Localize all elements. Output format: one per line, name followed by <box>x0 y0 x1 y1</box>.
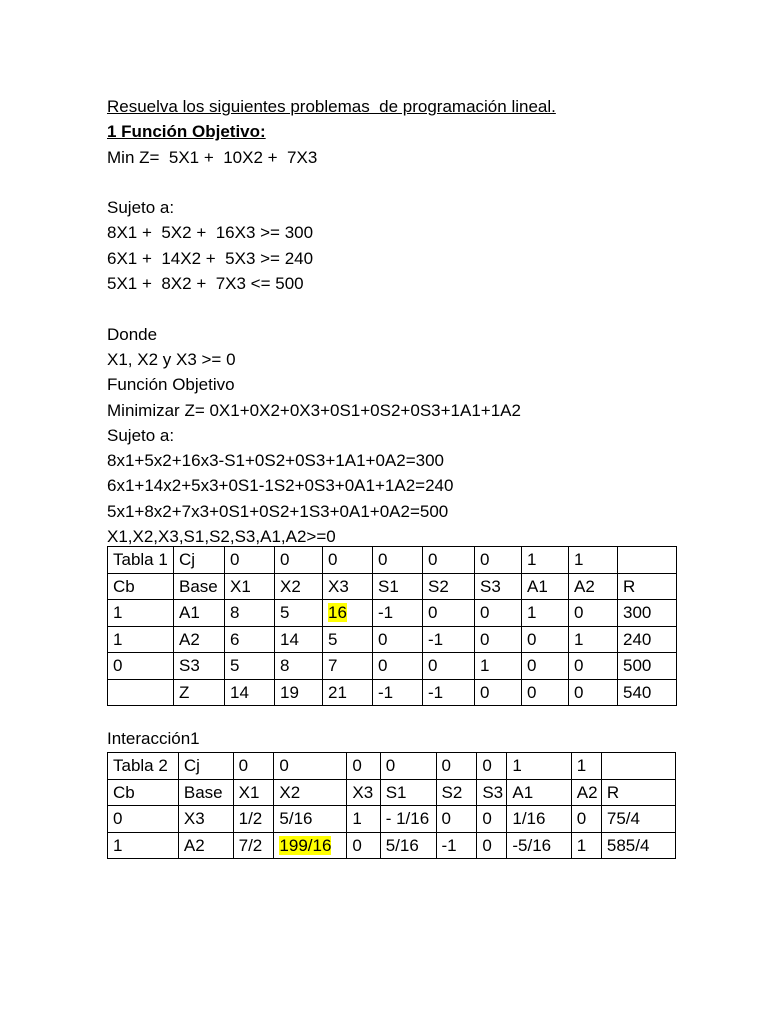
table-cell: 0 <box>423 547 475 574</box>
table-cell: A2 <box>569 573 618 600</box>
table-cell: 0 <box>233 753 274 780</box>
table-cell: 8 <box>225 600 275 627</box>
table-cell: Base <box>178 779 233 806</box>
table-cell: X3 <box>323 573 373 600</box>
table-cell: S2 <box>423 573 475 600</box>
table-cell: 0 <box>436 806 477 833</box>
table-cell: 0 <box>436 753 477 780</box>
constraint-3: 5X1 + 8X2 + 7X3 <= 500 <box>107 274 304 294</box>
table-cell: 14 <box>275 626 323 653</box>
table-cell: -1 <box>436 832 477 859</box>
table-cell: X3 <box>178 806 233 833</box>
table-cell: 8 <box>275 653 323 680</box>
table-cell: S1 <box>380 779 436 806</box>
table-cell: X2 <box>275 573 323 600</box>
simplex-table-2 <box>107 752 676 859</box>
table-cell: 0 <box>569 600 618 627</box>
table-cell: -1 <box>373 600 423 627</box>
table-header-row <box>108 547 677 574</box>
table-cell: 1 <box>571 832 601 859</box>
table-cell: 5 <box>275 600 323 627</box>
table-cell: S2 <box>436 779 477 806</box>
pivot-highlight: 16 <box>328 603 347 622</box>
table-cell <box>618 547 677 574</box>
table-cell: S1 <box>373 573 423 600</box>
std-constraint-1: 8x1+5x2+16x3-S1+0S2+0S3+1A1+0A2=300 <box>107 451 444 471</box>
table-cell: 1 <box>108 600 174 627</box>
table-cell <box>108 679 174 706</box>
table-cell: 75/4 <box>601 806 675 833</box>
table-cell: Base <box>174 573 225 600</box>
table-cell: S3 <box>174 653 225 680</box>
heading: Resuelva los siguientes problemas de programación lineal. <box>107 97 556 116</box>
subheading: 1 Función Objetivo: <box>107 122 266 142</box>
table-cell: 5 <box>225 653 275 680</box>
table-cell: 0 <box>522 626 569 653</box>
table-row <box>108 600 677 627</box>
table-cell: 0 <box>475 626 522 653</box>
table-cell: 1 <box>569 547 618 574</box>
column-header-row <box>108 573 677 600</box>
table-cell: 540 <box>618 679 677 706</box>
table-cell: S3 <box>475 573 522 600</box>
table-cell: Tabla 2 <box>108 753 179 780</box>
table-cell: 5/16 <box>274 806 347 833</box>
subject-to-label: Sujeto a: <box>107 198 175 218</box>
table-cell: A2 <box>174 626 225 653</box>
table-row <box>108 832 676 859</box>
table-cell: 0 <box>475 600 522 627</box>
table-cell: Cj <box>174 547 225 574</box>
table-cell: A2 <box>571 779 601 806</box>
table-cell: -1 <box>423 626 475 653</box>
table-cell: 5/16 <box>380 832 436 859</box>
table-cell: 1 <box>522 600 569 627</box>
pivot-highlight: 199/16 <box>279 835 332 855</box>
table-cell: 1 <box>475 653 522 680</box>
table-cell: 0 <box>108 653 174 680</box>
table-cell: -5/16 <box>507 832 571 859</box>
table-cell: A1 <box>522 573 569 600</box>
table-cell: -1 <box>373 679 423 706</box>
table-cell: 0 <box>380 753 436 780</box>
table-cell: 0 <box>225 547 275 574</box>
fo-minimize: Minimizar Z= 0X1+0X2+0X3+0S1+0S2+0S3+1A1+1A2 <box>107 400 521 420</box>
table-cell: 0 <box>108 806 179 833</box>
table-cell: 0 <box>475 547 522 574</box>
table-cell: 300 <box>618 600 677 627</box>
table-cell: 5 <box>323 626 373 653</box>
table-row <box>108 653 677 680</box>
table-cell: 0 <box>373 653 423 680</box>
objective-function: Min Z= 5X1 + 10X2 + 7X3 <box>107 147 318 167</box>
table-cell: 0 <box>347 832 380 859</box>
table-cell: Tabla 1 <box>108 547 174 574</box>
table-cell: 240 <box>618 626 677 653</box>
table-cell: 1 <box>108 832 179 859</box>
table-row <box>108 626 677 653</box>
table-cell: 1 <box>507 753 571 780</box>
table-cell: 0 <box>477 832 507 859</box>
table-cell: 0 <box>569 679 618 706</box>
table-cell: 21 <box>323 679 373 706</box>
table-cell: 7 <box>323 653 373 680</box>
table-cell <box>323 600 373 627</box>
table-cell: X1 <box>225 573 275 600</box>
document-body <box>107 94 687 549</box>
table-cell: 1 <box>347 806 380 833</box>
table-cell: X2 <box>274 779 347 806</box>
table-cell: X3 <box>347 779 380 806</box>
table-cell: 0 <box>475 679 522 706</box>
non-negativity: X1, X2 y X3 >= 0 <box>107 349 236 369</box>
fo-label: Función Objetivo <box>107 375 235 395</box>
non-negativity-all: X1,X2,X3,S1,S2,S3,A1,A2>=0 <box>107 527 336 547</box>
table-cell: 0 <box>275 547 323 574</box>
table-cell: Z <box>174 679 225 706</box>
simplex-table-1-body <box>108 547 677 706</box>
table-cell: - 1/16 <box>380 806 436 833</box>
table-cell: 1 <box>108 626 174 653</box>
table-cell <box>601 753 675 780</box>
table-cell: 0 <box>323 547 373 574</box>
table-cell: A1 <box>174 600 225 627</box>
table-cell: Cb <box>108 573 174 600</box>
table-cell: 0 <box>569 653 618 680</box>
table-cell: X1 <box>233 779 274 806</box>
subject-to-label-2: Sujeto a: <box>107 425 175 445</box>
spacer <box>107 296 687 321</box>
z-row <box>108 679 677 706</box>
table-cell: S3 <box>477 779 507 806</box>
table-cell: 585/4 <box>601 832 675 859</box>
table-cell: Cb <box>108 779 179 806</box>
table-cell: R <box>601 779 675 806</box>
constraint-1: 8X1 + 5X2 + 16X3 >= 300 <box>107 223 314 243</box>
donde-label: Donde <box>107 324 158 344</box>
table-cell: 0 <box>373 547 423 574</box>
table-cell: 1 <box>571 753 601 780</box>
table-cell: 0 <box>373 626 423 653</box>
table-cell: A1 <box>507 779 571 806</box>
table-cell: 1 <box>522 547 569 574</box>
table-cell: A2 <box>178 832 233 859</box>
table-cell: 0 <box>522 679 569 706</box>
table-cell: 0 <box>347 753 380 780</box>
iteration-label: Interacción1 <box>107 729 200 748</box>
std-constraint-2: 6x1+14x2+5x3+0S1-1S2+0S3+0A1+1A2=240 <box>107 476 454 496</box>
table-cell: 0 <box>571 806 601 833</box>
simplex-table-2-body <box>108 753 676 859</box>
table-cell: 6 <box>225 626 275 653</box>
constraint-2: 6X1 + 14X2 + 5X3 >= 240 <box>107 248 314 268</box>
table-cell: 0 <box>274 753 347 780</box>
table-cell: 0 <box>423 653 475 680</box>
table-cell: 7/2 <box>233 832 274 859</box>
table-cell: 19 <box>275 679 323 706</box>
table-header-row <box>108 753 676 780</box>
table-cell: 1/2 <box>233 806 274 833</box>
table-cell: 500 <box>618 653 677 680</box>
table-cell: 0 <box>423 600 475 627</box>
table-cell: 1 <box>569 626 618 653</box>
table-cell: 0 <box>477 806 507 833</box>
spacer <box>107 170 687 195</box>
table-cell: 0 <box>522 653 569 680</box>
table-cell: R <box>618 573 677 600</box>
table-cell: -1 <box>423 679 475 706</box>
table-cell: 14 <box>225 679 275 706</box>
simplex-table-1 <box>107 546 677 706</box>
table-cell: Cj <box>178 753 233 780</box>
table-cell <box>274 832 347 859</box>
table-cell: 1/16 <box>507 806 571 833</box>
table-row <box>108 806 676 833</box>
std-constraint-3: 5x1+8x2+7x3+0S1+0S2+1S3+0A1+0A2=500 <box>107 501 449 521</box>
table-cell: 0 <box>477 753 507 780</box>
column-header-row <box>108 779 676 806</box>
